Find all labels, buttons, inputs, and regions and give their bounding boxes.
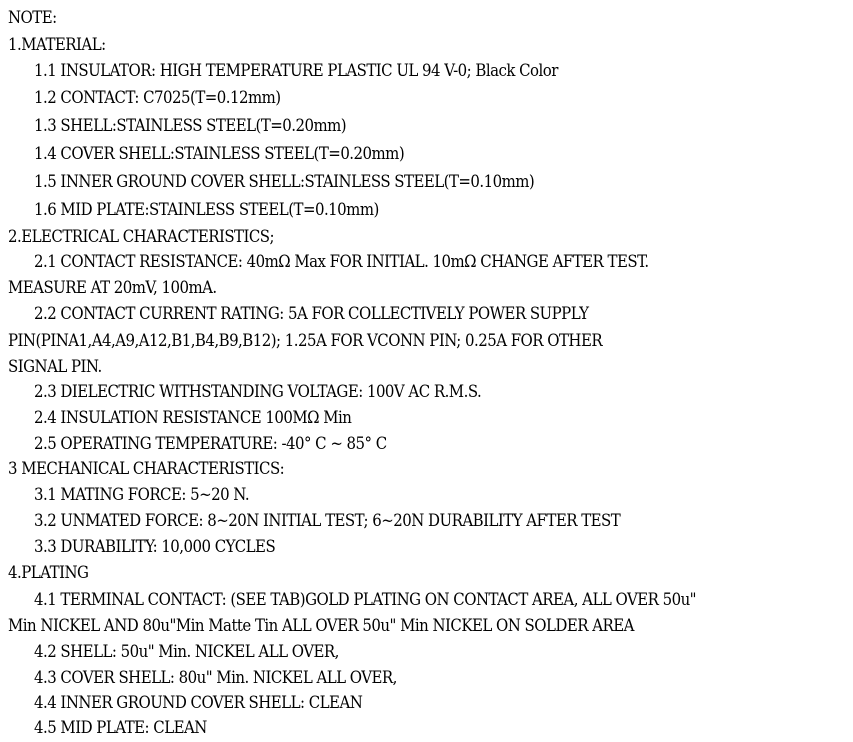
note-line-1-1: 1.1 INSULATOR: HIGH TEMPERATURE PLASTIC UL 94 V-0; Black Color	[34, 61, 558, 81]
note-line-2-4: 2.4 INSULATION RESISTANCE 100MΩ Min	[34, 408, 352, 428]
note-line-1-2: 1.2 CONTACT: C7025(T=0.12mm)	[34, 88, 281, 108]
note-line-3-3: 3.3 DURABILITY: 10,000 CYCLES	[34, 537, 276, 557]
note-line-4-2: 4.2 SHELL: 50u" Min. NICKEL ALL OVER,	[34, 642, 339, 662]
note-line-2-2-cont2: SIGNAL PIN.	[8, 357, 102, 377]
note-line-2-2-cont: PIN(PINA1,A4,A9,A12,B1,B4,B9,B12); 1.25A FOR VCONN PIN; 0.25A FOR OTHER	[8, 331, 603, 351]
notes-heading: NOTE:	[8, 8, 57, 28]
note-line-2-1: 2.1 CONTACT RESISTANCE: 40mΩ Max FOR INITIAL. 10mΩ CHANGE AFTER TEST.	[34, 252, 649, 272]
note-line-2-2: 2.2 CONTACT CURRENT RATING: 5A FOR COLLECTIVELY POWER SUPPLY	[34, 304, 589, 324]
note-line-4-1: 4.1 TERMINAL CONTACT: (SEE TAB)GOLD PLATING ON CONTACT AREA, ALL OVER 50u"	[34, 590, 697, 610]
note-line-3-1: 3.1 MATING FORCE: 5~20 N.	[34, 485, 250, 505]
section-mechanical: 3 MECHANICAL CHARACTERISTICS:	[8, 459, 285, 479]
section-material: 1.MATERIAL:	[8, 35, 106, 55]
note-line-4-1-cont: Min NICKEL AND 80u"Min Matte Tin ALL OVER 50u" Min NICKEL ON SOLDER AREA	[8, 616, 634, 636]
note-line-2-5: 2.5 OPERATING TEMPERATURE: -40° C ~ 85° C	[34, 434, 387, 454]
section-plating: 4.PLATING	[8, 563, 89, 583]
note-line-4-4: 4.4 INNER GROUND COVER SHELL: CLEAN	[34, 693, 363, 713]
note-line-4-3: 4.3 COVER SHELL: 80u" Min. NICKEL ALL OVER,	[34, 668, 397, 688]
note-line-2-3: 2.3 DIELECTRIC WITHSTANDING VOLTAGE: 100V AC R.M.S.	[34, 382, 482, 402]
note-line-3-2: 3.2 UNMATED FORCE: 8~20N INITIAL TEST; 6~20N DURABILITY AFTER TEST	[34, 511, 621, 531]
note-line-1-3: 1.3 SHELL:STAINLESS STEEL(T=0.20mm)	[34, 116, 347, 136]
section-electrical: 2.ELECTRICAL CHARACTERISTICS;	[8, 227, 275, 247]
note-line-1-4: 1.4 COVER SHELL:STAINLESS STEEL(T=0.20mm)	[34, 144, 405, 164]
note-line-4-5: 4.5 MID PLATE: CLEAN	[34, 718, 207, 738]
note-line-1-5: 1.5 INNER GROUND COVER SHELL:STAINLESS STEEL(T=0.10mm)	[34, 172, 535, 192]
note-line-1-6: 1.6 MID PLATE:STAINLESS STEEL(T=0.10mm)	[34, 200, 379, 220]
note-line-2-1-cont: MEASURE AT 20mV, 100mA.	[8, 278, 217, 298]
